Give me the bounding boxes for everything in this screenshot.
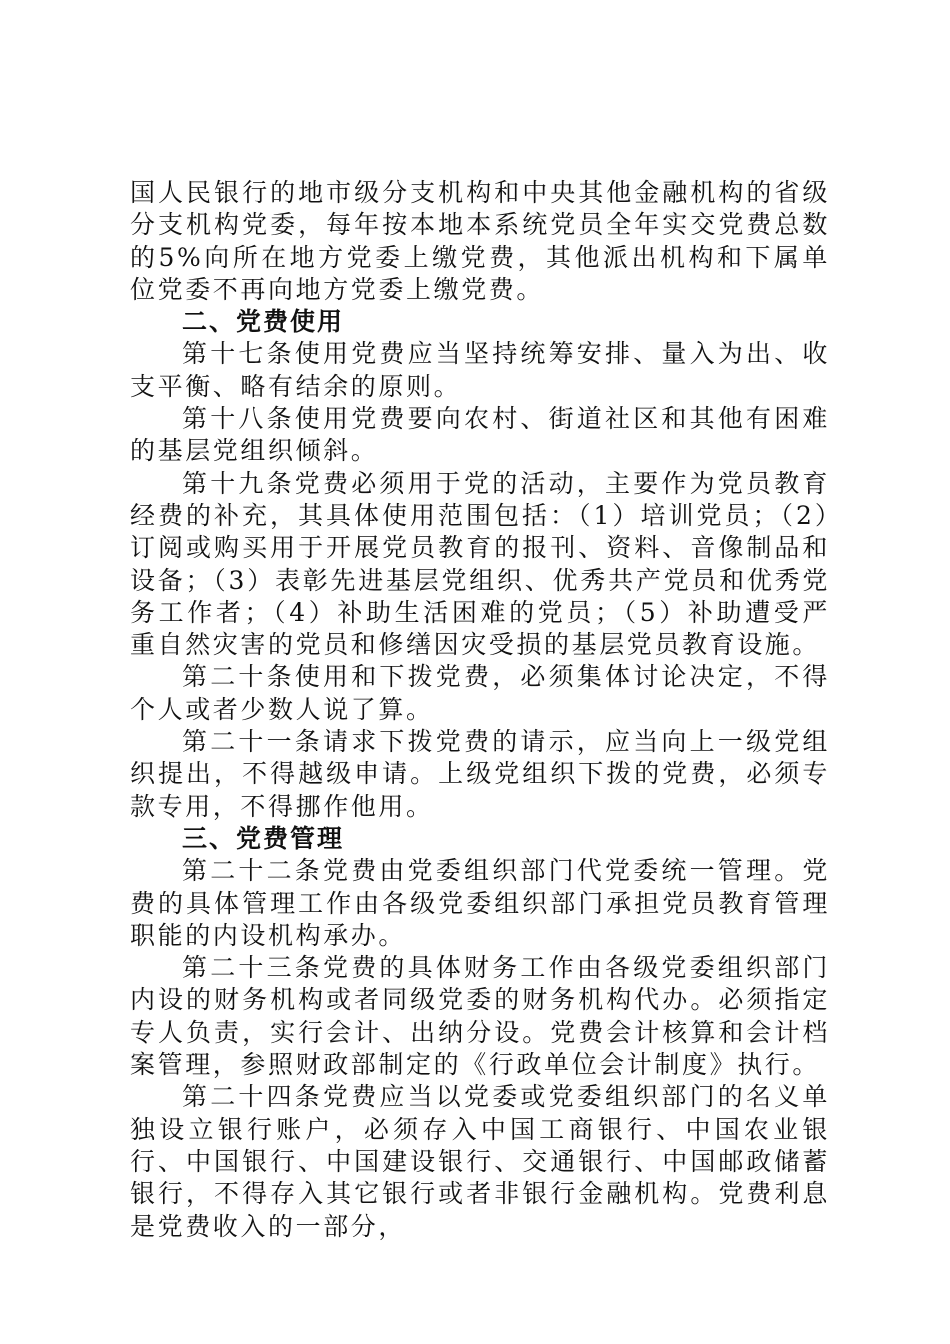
paragraph-continuation: 国人民银行的地市级分支机构和中央其他金融机构的省级分支机构党委，每年按本地本系统党员全年实交党费总数的5%向所在地方党委上缴党费，其他派出机构和下属单位党委不再向地方党委上缴党费。 bbox=[130, 178, 830, 304]
article-21: 第二十一条请求下拨党费的请示，应当向上一级党组织提出，不得越级申请。上级党组织下拨的党费，必须专款专用，不得挪作他用。 bbox=[130, 727, 830, 821]
section-heading-party-fee-management: 三、党费管理 bbox=[182, 823, 345, 853]
article-19: 第十九条党费必须用于党的活动，主要作为党员教育经费的补充，其具体使用范围包括：（1）培训党员；（2）订阅或购买用于开展党员教育的报刊、资料、音像制品和设备；（3）表彰先进基层党组织、优秀共产党员和优秀党务工作者；（4）补助生活困难的党员；（5）补助遭受严重自然灾害的党员和修缮因灾受损的基层党员教育设施。 bbox=[130, 468, 830, 660]
article-20: 第二十条使用和下拨党费，必须集体讨论决定，不得个人或者少数人说了算。 bbox=[130, 662, 830, 724]
article-18: 第十八条使用党费要向农村、街道社区和其他有困难的基层党组织倾斜。 bbox=[130, 404, 830, 466]
article-23: 第二十三条党费的具体财务工作由各级党委组织部门内设的财务机构或者同级党委的财务机构代办。必须指定专人负责，实行会计、出纳分设。党费会计核算和会计档案管理，参照财政部制定的《行政单位会计制度》执行。 bbox=[130, 953, 830, 1080]
article-22: 第二十二条党费由党委组织部门代党委统一管理。党费的具体管理工作由各级党委组织部门承担党员教育管理职能的内设机构承办。 bbox=[130, 856, 830, 950]
section-heading-party-fee-use: 二、党费使用 bbox=[182, 307, 345, 337]
article-24: 第二十四条党费应当以党委或党委组织部门的名义单独设立银行账户，必须存入中国工商银行、中国农业银行、中国银行、中国建设银行、交通银行、中国邮政储蓄银行，不得存入其它银行或者非银行金融机构。党费利息是党费收入的一部分， bbox=[130, 1082, 830, 1241]
document-body bbox=[130, 177, 830, 1243]
article-17: 第十七条使用党费应当坚持统筹安排、量入为出、收支平衡、略有结余的原则。 bbox=[130, 339, 830, 401]
